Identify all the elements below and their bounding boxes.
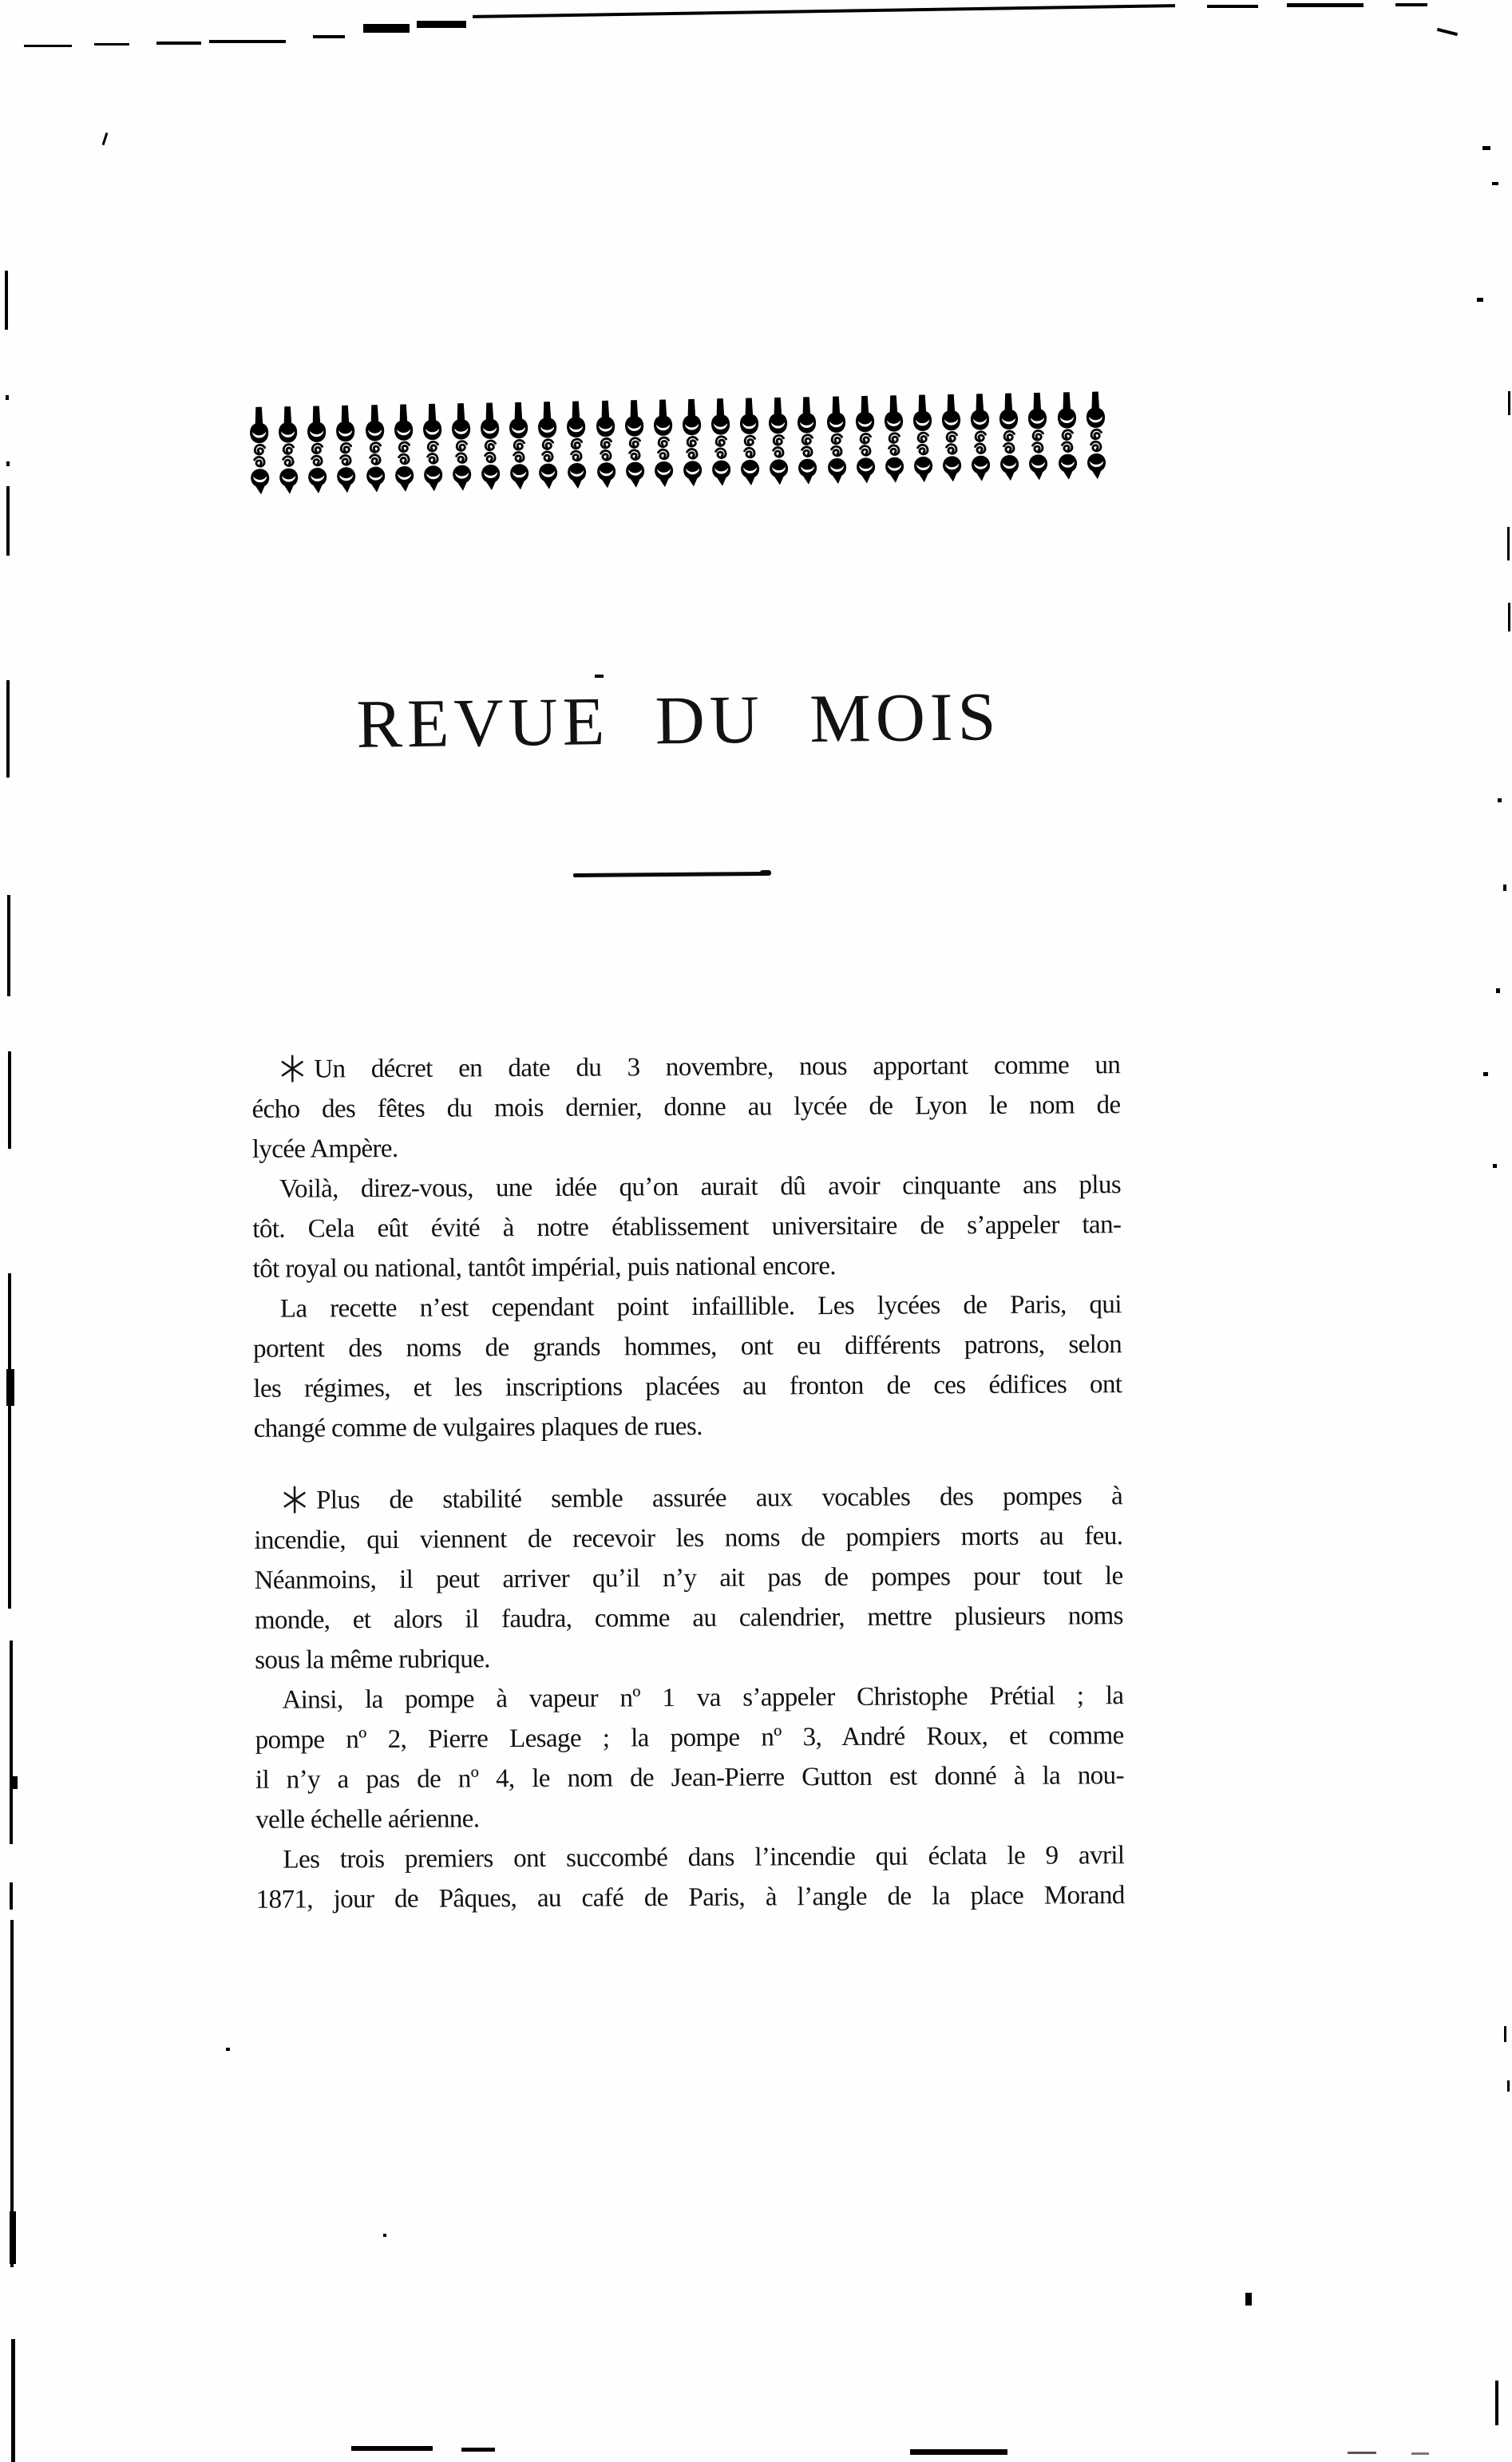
- scan-artifact: [1492, 182, 1498, 185]
- asterisk-icon: [281, 1480, 308, 1520]
- scan-artifact: [363, 24, 410, 33]
- scan-artifact: [1498, 798, 1502, 802]
- text-line: portent des noms de grands hommes, ont eu différents patrons, selon: [253, 1330, 1122, 1364]
- scan-artifact: [1503, 885, 1506, 891]
- ornament-motif-icon: [1023, 390, 1052, 482]
- scan-artifact: [8, 1051, 11, 1149]
- ornament-motif-icon: [908, 393, 937, 485]
- ornament-motif-icon: [649, 398, 678, 489]
- text-line: tôt. Cela eût évité à notre établissement universitaire de s’appeler tan-: [252, 1210, 1122, 1244]
- scan-artifact: [8, 1273, 11, 1609]
- ornament-motif-icon: [361, 403, 390, 495]
- scan-artifact: [473, 4, 1175, 18]
- ornament-motif-icon: [1081, 390, 1110, 481]
- text-line: monde, et alors il faudra, comme au calendrier, mettre plusieurs noms: [254, 1601, 1123, 1635]
- scan-artifact: [11, 2339, 15, 2462]
- text-line: sous la même rubrique.: [255, 1645, 490, 1675]
- ornament-motif-icon: [245, 405, 274, 497]
- text-line: [254, 1476, 1122, 1521]
- scan-artifact: [6, 461, 10, 466]
- ornament-motif-icon: [735, 396, 764, 488]
- scan-artifact: [156, 42, 201, 45]
- scan-artifact: [10, 1776, 18, 1789]
- text-line: lycée Ampère.: [251, 1134, 398, 1164]
- page-title: REVUE DU MOIS: [355, 678, 1001, 762]
- scan-artifact: [1348, 2452, 1376, 2454]
- scan-artifact: [417, 21, 466, 28]
- text-line: pompe nº 2, Pierre Lesage ; la pompe nº 3, André Roux, et comme: [255, 1721, 1124, 1755]
- scan-artifact: [1245, 2293, 1252, 2306]
- scan-artifact: [6, 680, 10, 778]
- scan-artifact: [102, 133, 109, 145]
- text-line: Les trois premiers ont succombé dans l’incendie qui éclata le 9 avril: [283, 1841, 1125, 1874]
- ornament-motif-icon: [995, 391, 1023, 483]
- ornament-motif-icon: [620, 398, 649, 490]
- ornament-motif-icon: [505, 400, 533, 492]
- ornament-motif-icon: [476, 401, 505, 493]
- scan-artifact: [383, 2234, 386, 2237]
- scan-artifact: [6, 395, 9, 400]
- scan-artifact: [1437, 28, 1458, 36]
- scan-artifact: [5, 271, 8, 330]
- ornament-motif-icon: [851, 394, 880, 485]
- ornament-motif-icon: [331, 403, 360, 495]
- scan-artifact: [24, 45, 72, 47]
- asterisk-icon: [279, 1049, 306, 1089]
- scan-artifact: [1477, 298, 1483, 302]
- ornament-motif-icon: [1052, 390, 1081, 482]
- section-divider: [573, 872, 765, 877]
- ornament-motif-icon: [880, 394, 908, 485]
- scan-artifact: [209, 40, 286, 43]
- scan-artifact: [1395, 3, 1427, 6]
- text-line: La recette n’est cependant point infaillible. Les lycées de Paris, qui: [279, 1290, 1122, 1324]
- scan-artifact: [595, 675, 604, 678]
- ornament-motif-icon: [533, 400, 562, 492]
- scan-artifact: [1508, 603, 1510, 631]
- scan-artifact: [10, 2211, 16, 2264]
- scan-artifact: [7, 895, 10, 996]
- ornament-motif-icon: [303, 404, 331, 496]
- ornament-motif-icon: [678, 397, 707, 489]
- text-line: [251, 1045, 1120, 1090]
- ornament-motif-icon: [447, 402, 476, 493]
- text-line: 1871, jour de Pâques, au café de Paris, à l’angle de la place Morand: [255, 1881, 1125, 1914]
- scan-artifact: [1496, 988, 1500, 993]
- text-line: incendie, qui viennent de recevoir les noms de pompiers morts au feu.: [254, 1522, 1123, 1555]
- text-line: écho des fêtes du mois dernier, donne au lycée de Lyon le nom de: [251, 1090, 1121, 1124]
- scan-artifact: [1287, 3, 1364, 7]
- scan-artifact: [10, 1641, 13, 1844]
- text-line: tôt royal ou national, tantôt impérial, puis national encore.: [252, 1252, 837, 1284]
- ornament-motif-icon: [274, 405, 303, 497]
- ornament-motif-icon: [764, 395, 793, 487]
- scan-artifact: [1495, 2381, 1498, 2425]
- text-line: les régimes, et les inscriptions placées au fronton de ces édifices ont: [253, 1370, 1122, 1403]
- scan-artifact: [1507, 2080, 1510, 2092]
- scan-artifact: [1411, 2452, 1429, 2455]
- scan-artifact: [1483, 1072, 1488, 1076]
- scan-artifact: [1508, 391, 1510, 415]
- text-line: velle échelle aérienne.: [255, 1804, 480, 1835]
- ornament-motif-icon: [562, 399, 591, 491]
- scan-artifact: [1493, 1164, 1497, 1168]
- ornament-motif-icon: [591, 398, 619, 490]
- scan-artifact: [351, 2446, 433, 2451]
- text-line: il n’y a pas de nº 4, le nom de Jean-Pierre Gutton est donné à la nou-: [255, 1761, 1125, 1795]
- ornament-motif-icon: [418, 402, 447, 493]
- scan-artifact: [313, 35, 345, 38]
- scan-artifact: [6, 1369, 14, 1406]
- scan-artifact: [94, 43, 129, 46]
- scan-artifact: [10, 1882, 13, 1910]
- text-line: Néanmoins, il peut arriver qu’il n’y ait pas de pompes pour tout le: [254, 1562, 1123, 1595]
- scan-artifact: [1504, 2026, 1506, 2042]
- scan-artifact: [6, 486, 10, 556]
- text-line: Ainsi, la pompe à vapeur nº 1 va s’appeler Christophe Prétial ; la: [282, 1681, 1124, 1715]
- body-text: [251, 1045, 1125, 1920]
- ornament-motif-icon: [821, 394, 850, 486]
- ornament-motif-icon: [966, 392, 995, 484]
- scan-artifact: [910, 2449, 1007, 2455]
- ornament-motif-icon: [707, 397, 735, 489]
- text-run: Un décret en date du 3 novembre, nous apportant comme un: [314, 1051, 1121, 1084]
- scan-artifact: [461, 2448, 495, 2452]
- ornament-band: [245, 390, 1110, 497]
- scan-artifact: [1207, 5, 1258, 8]
- ornament-motif-icon: [793, 395, 821, 487]
- text-line: Voilà, direz-vous, une idée qu’on aurait dû avoir cinquante ans plus: [279, 1170, 1122, 1204]
- scan-artifact: [1482, 146, 1490, 150]
- ornament-motif-icon: [937, 392, 966, 484]
- text-run: Plus de stabilité semble assurée aux vocables des pompes à: [316, 1482, 1123, 1515]
- text-line: changé comme de vulgaires plaques de rues.: [253, 1411, 703, 1443]
- scan-artifact: [1507, 527, 1510, 560]
- ornament-motif-icon: [390, 402, 418, 494]
- scan-artifact: [226, 2048, 230, 2051]
